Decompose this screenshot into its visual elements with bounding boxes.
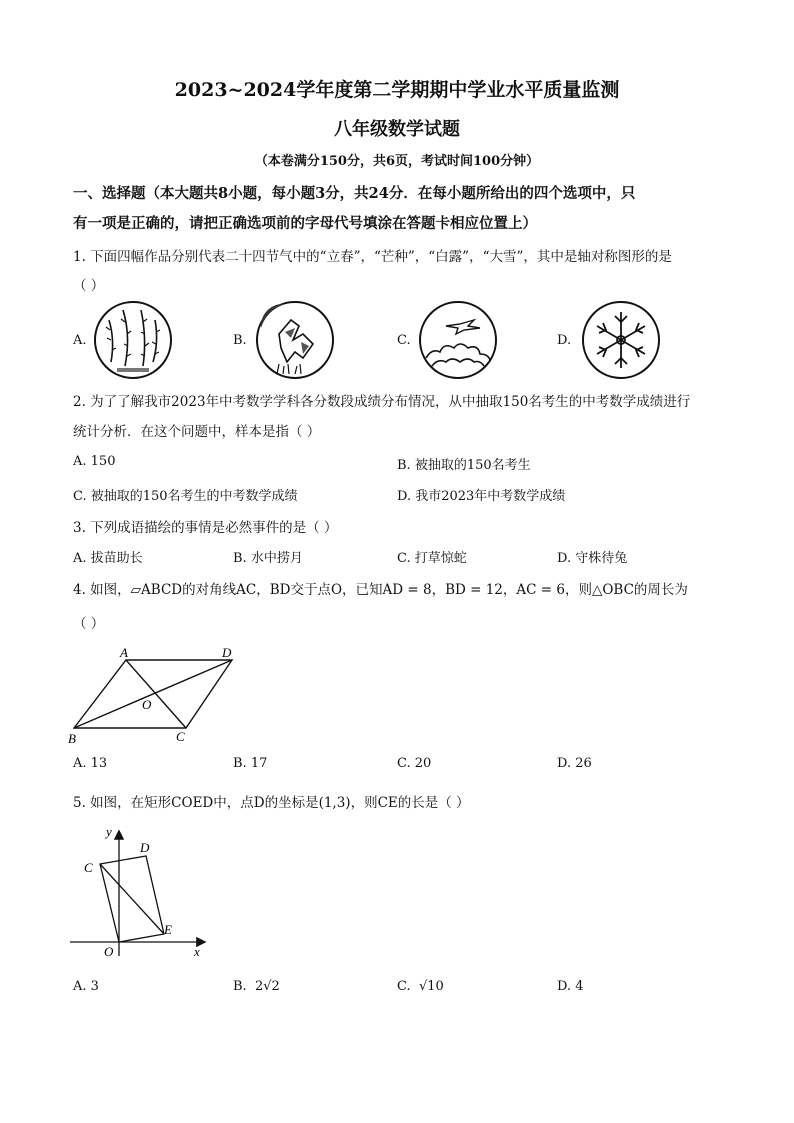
question-5-stem: 5. 如图，在矩形COED中，点D的坐标是(1,3)，则CE的长是（ ） [73,795,470,811]
q5-option-d: D. 4 [557,979,584,994]
q2-option-b: B. 被抽取的150名考生 [397,458,531,473]
vertex-label-a: A [120,645,128,660]
axis-label-x: x [194,944,200,959]
question-4-stem: 4. 如图，▱ABCD的对角线AC，BD交于点O，已知AD = 8，BD = 12，AC = 6，则△OBC的周长为 [73,582,688,598]
exam-subject: 八年级数学试题 [334,119,460,140]
willow-branches-icon [93,300,173,380]
q1-option-d-label: D. [557,333,572,348]
vertex-label-c: C [176,729,185,744]
q4-option-c: C. 20 [397,756,432,771]
q1-option-a-label: A. [73,333,87,348]
parallelogram-figure [66,640,246,750]
q1-option-c-label: C. [397,333,411,348]
exam-note: （本卷满分150分，共6页，考试时间100分钟） [254,154,540,169]
q3-option-b: B. 水中捞月 [233,551,303,566]
origin-label-o: O [104,944,114,959]
vertex-label-d: D [222,645,232,660]
question-3-stem: 3. 下列成语描绘的事情是必然事件的是（ ） [73,520,338,536]
q3-option-c: C. 打草惊蛇 [397,551,467,566]
q4-option-a: A. 13 [73,756,108,771]
section-heading-line2: 有一项是正确的，请把正确选项前的字母代号填涂在答题卡相应位置上） [73,215,537,232]
rectangle-coordinate-figure [66,820,216,960]
q5-option-b-value: 2√2 [255,979,280,994]
q5-option-c-label: C. [397,979,411,994]
section-heading-line1: 一、选择题（本大题共8小题，每小题3分，共24分．在每小题所给出的四个选项中，只 [73,185,636,202]
mountain-sun-icon [255,300,335,380]
vertex-label-e: E [164,922,172,937]
q1-option-b-label: B. [233,333,247,348]
q3-option-a: A. 拔苗助长 [73,551,143,566]
snowflake-icon [581,300,661,380]
question-2-stem: 2. 为了了解我市2023年中考数学学科各分数段成绩分布情况，从中抽取150名考生的中考数学成绩进行 [73,394,691,410]
crane-clouds-icon [418,300,498,380]
axis-label-y: y [106,824,112,839]
question-1-stem: 1. 下面四幅作品分别代表二十四节气中的“立春”，“芒种”，“白露”，“大雪”，其中是轴对称图形的是 [73,249,672,265]
q5-option-a: A. 3 [73,979,99,994]
exam-title: 2023~2024学年度第二学期期中学业水平质量监测 [174,79,620,101]
question-4-stem-2: （ ） [73,616,105,632]
vertex-label-d: D [140,840,150,855]
q2-option-d: D. 我市2023年中考数学成绩 [397,489,566,504]
q4-option-b: B. 17 [233,756,268,771]
q3-option-d: D. 守株待兔 [557,551,628,566]
q2-option-a: A. 150 [73,454,116,469]
question-1-stem-2: （ ） [73,278,105,294]
q2-option-c: C. 被抽取的150名考生的中考数学成绩 [73,489,298,504]
vertex-label-c: C [84,860,93,875]
question-2-stem-2: 统计分析．在这个问题中，样本是指（ ） [73,424,321,440]
q5-option-b-label: B. [233,979,247,994]
q4-option-d: D. 26 [557,756,592,771]
center-label-o: O [142,697,152,712]
q5-option-c-value: √10 [419,979,444,994]
vertex-label-b: B [68,731,76,746]
